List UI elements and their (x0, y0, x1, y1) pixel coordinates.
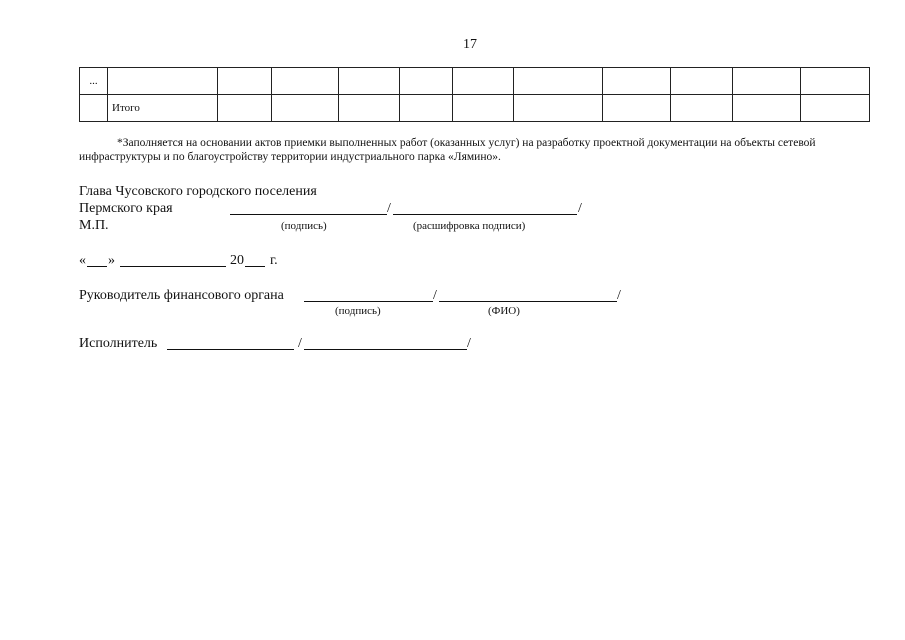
table-cell (603, 95, 671, 122)
date-open-quote: « (79, 253, 86, 268)
executor-slash-2: / (467, 336, 471, 351)
table-cell (453, 68, 514, 95)
head-title-line1: Глава Чусовского городского поселения (79, 184, 317, 199)
date-month-line[interactable] (120, 266, 226, 267)
executor-name-line[interactable] (304, 349, 467, 350)
table-cell (272, 95, 339, 122)
finance-signature-line[interactable] (304, 301, 433, 302)
footnote: *Заполняется на основании актов приемки выполненных работ (оказанных услуг) на разработку проектной документации на объекты сетевой инфраструктуры и по благоустройству территории индустриального парка «Лямино». (79, 137, 816, 163)
table-cell (671, 95, 733, 122)
table-cell (400, 68, 453, 95)
head-slash-2: / (578, 201, 582, 216)
date-year-line[interactable] (245, 266, 265, 267)
date-day-line[interactable] (87, 266, 107, 267)
finance-signature-label: (подпись) (335, 305, 381, 317)
table-cell (339, 68, 400, 95)
table-cell (514, 68, 603, 95)
finance-name-line[interactable] (439, 301, 617, 302)
page-number: 17 (463, 37, 477, 52)
table-cell (671, 68, 733, 95)
table-cell (801, 68, 870, 95)
head-name-line[interactable] (393, 214, 577, 215)
finance-slash-1: / (433, 288, 437, 303)
signature-label: (подпись) (281, 220, 327, 232)
head-slash-1: / (387, 201, 391, 216)
date-close-quote: » (108, 253, 115, 268)
finance-name-label: (ФИО) (488, 305, 520, 317)
executor-slash-1: / (298, 336, 302, 351)
table-cell-name: Итого (108, 95, 218, 122)
table-cell (272, 68, 339, 95)
table-cell (400, 95, 453, 122)
table-cell (218, 68, 272, 95)
table-cell (339, 95, 400, 122)
finance-title: Руководитель финансового органа (79, 288, 284, 303)
table-cell-num: ... (80, 68, 108, 95)
table-cell-num (80, 95, 108, 122)
decoding-label: (расшифровка подписи) (413, 220, 526, 232)
table-row (80, 95, 870, 122)
table-cell-name (108, 68, 218, 95)
table-cell (733, 95, 801, 122)
data-table (79, 67, 870, 122)
finance-slash-2: / (617, 288, 621, 303)
table-cell (801, 95, 870, 122)
table-cell (603, 68, 671, 95)
head-signature-line[interactable] (230, 214, 387, 215)
head-title-line2: Пермского края (79, 201, 173, 216)
table-cell (514, 95, 603, 122)
table-row (80, 68, 870, 95)
table-cell (733, 68, 801, 95)
date-year-suffix: г. (270, 253, 278, 268)
date-year-prefix: 20 (230, 253, 244, 268)
table-cell (453, 95, 514, 122)
stamp-label: М.П. (79, 218, 109, 233)
table-cell (218, 95, 272, 122)
executor-signature-line[interactable] (167, 349, 294, 350)
executor-title: Исполнитель (79, 336, 158, 351)
